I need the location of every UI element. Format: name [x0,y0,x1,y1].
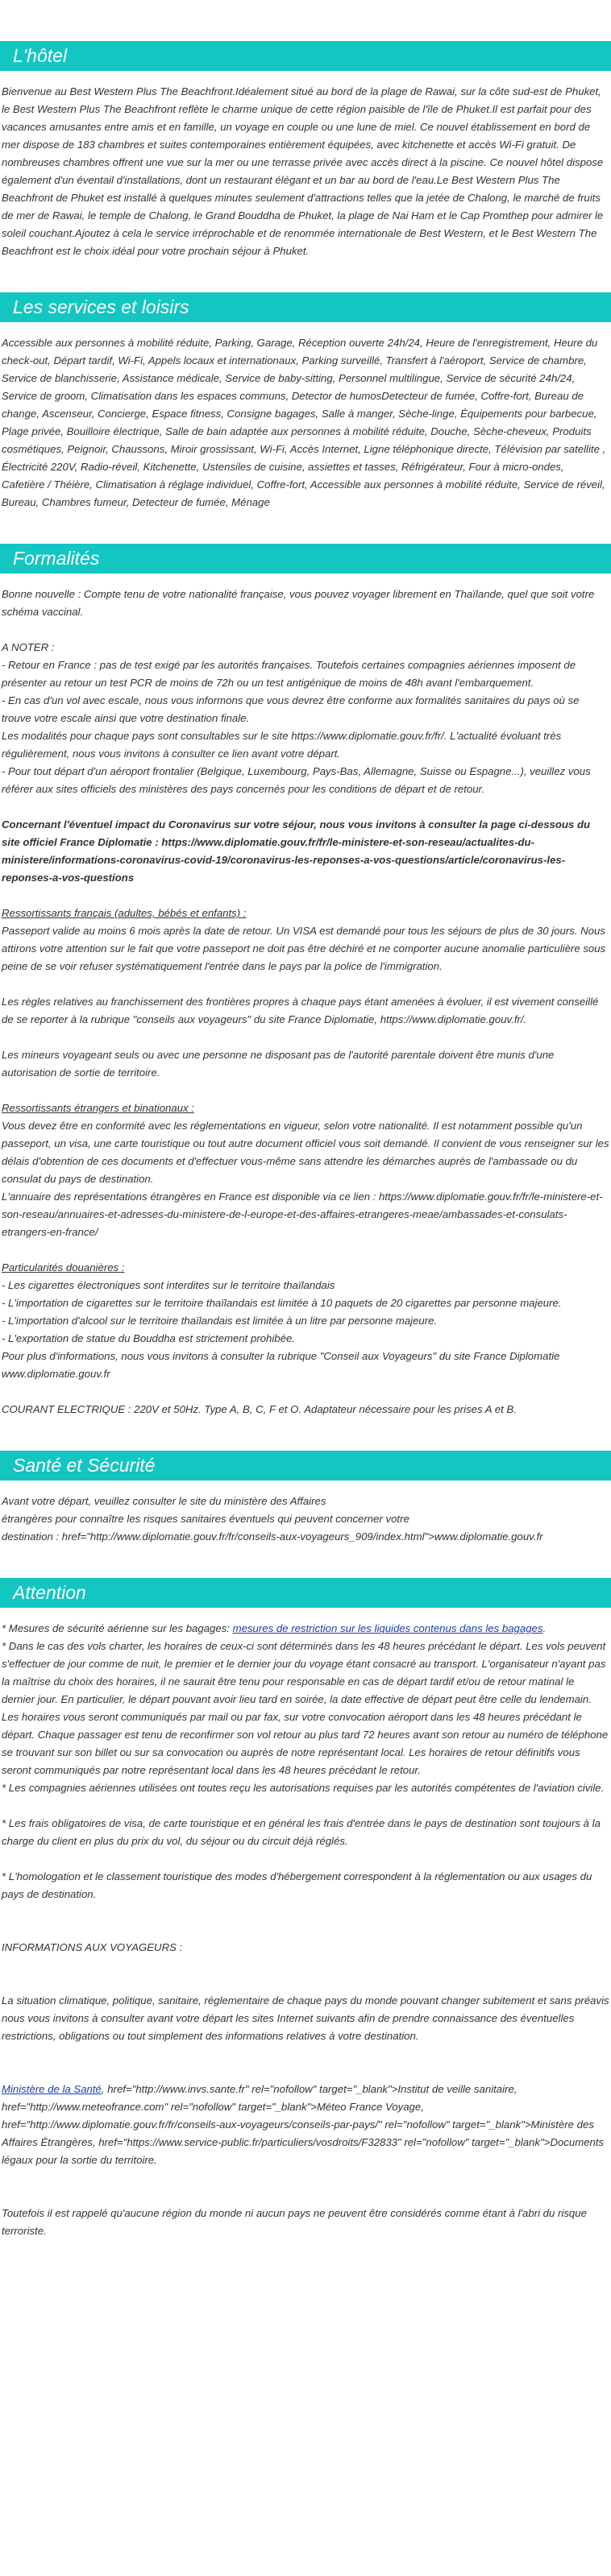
security-prefix: * Mesures de sécurité aérienne sur les bagages: [2,1622,233,1634]
hotel-description: Bienvenue au Best Western Plus The Beachfront.Idéalement situé au bord de la plage de Rawai, sur la côte sud-est de Phuket, le Best Western Plus The Beachfront reflète le charme unique de cette région paisible de l'île de Phuket.Il est parfait pour des vacances amusantes entre amis et en famille, un voyage en couple ou une lune de miel. Ce nouvel établissement en bord de mer dispose de 183 chambres et suites contemporaines entièrement équipées, avec kitchenette et accès Wi-Fi gratuit. De nombreuses chambres offrent une vue sur la mer ou une terrasse privée avec accès direct à la piscine. Ce nouvel hôtel dispose également d'un éventail d'installations, dont un restaurant élégant et un bar au bord de l'eau.Le Best Western Plus The Beachfront de Phuket est installé à quelques minutes seulement d'attractions telles que la jetée de Chalong, le marché de fruits de mer de Rawai, le temple de Chalong, le Grand Bouddha de Phuket, la plage de Nai Harn et le Cap Promthep pour admirer le soleil couchant.Ajoutez à cela le service irréprochable et de renommée internationale de Best Western, et le Best Western The Beachfront est le choix idéal pour votre prochain séjour à Phuket. [2,85,604,257]
note-modalities: Les modalités pour chaque pays sont consultables sur le site https://www.diplomatie.gouv.fr/fr/. L'actualité évoluant très régulièrement, nous vous invitons à consulter ce lien avant votre départ. [2,730,562,760]
charter-flights-text: * Dans le cas des vols charter, les horaires de ceux-ci sont déterminés dans les 48 heures précédant le départ. Les vols peuvent s'effectuer de jour comme de nuit, le premier et le dernier jour du voyage étant consacré au transport. L'organisateur n'ayant pas la maîtrise du choix des horaires, il ne saurait être tenu pour responsable en cas de départ tardif et/ou de retour matinal le dernier jour. En particulier, le départ pouvant avoir lieu tard en soirée, la date effective de départ peut être celle du lendemain. Les horaires vous seront communiqués par mail ou par fax, sur votre convocation aéroport dans les 48 heures précédant le départ. Chaque passager est tenu de reconfirmer son vol retour au plus tard 72 heures avant son retour au numéro de téléphone se trouvant sur son billet ou sur sa convocation ou auprès de notre représentant local. Les horaires de retour définitifs vous seront communiqués par notre représentant local dans les 48 heures précédant le retour. [2,1640,609,1776]
formalites-intro: Bonne nouvelle : Compte tenu de votre nationalité française, vous pouvez voyager librement en Thaïlande, quel que soit votre schéma vaccinal. [2,588,595,618]
travellers-info-heading: INFORMATIONS AUX VOYAGEURS : [2,1941,183,1953]
homologation-text: * L'homologation et le classement touristique des modes d'hébergement correspondent à la réglementation ou aux usages du pays de destination. [2,1870,592,1900]
security-measures [2,1620,609,1638]
french-nationals-text: Passeport valide au moins 6 mois après la date de retour. Un VISA est demandé pour tous les séjours de plus de 30 jours. Nous attirons votre attention sur le fait que votre passeport ne doit pas être déchiré et ne comporter aucune anomalie particulière sous peine de se voir refuser systématiquement l'entrée dans le pays par la police de l'immigration. [2,925,606,972]
note-return: - Retour en France : pas de test exigé par les autorités françaises. Toutefois certaines compagnies aériennes imposent de présenter au retour un test PCR de moins de 72h ou un test antigénique de moins de 48h avant l'embarquement. [2,659,576,689]
hotel-heading: L'hôtel [0,41,611,71]
attention-section [0,1578,611,2240]
embassy-directory-text: L'annuaire des représentations étrangères en France est disponible via ce lien : https://www.diplomatie.gouv.fr/fr/le-ministere-et-son-reseau/annuaires-et-adresses-du-ministere-de-l-europe-et-des-affaires-etrangeres-meae/ambassades-et-consulats-etrangers-en-france/ [2,1191,603,1238]
electric-current: COURANT ELECTRIQUE : 220V et 50Hz. Type A, B, C, F et O. Adaptateur nécessaire pour les prises A et B. [2,1403,517,1415]
fees-text: * Les frais obligatoires de visa, de carte touristique et en général les frais d'entrée dans le pays de destination sont toujours à la charge du client en plus du prix du vol, du séjour ou du circuit déjà réglés. [2,1817,601,1847]
services-section [0,292,611,511]
hotel-section [0,41,611,260]
situation-text-2: nous vous invitons à consulter avant votre départ les sites Internet suivants afin de prendre connaissance des éventuelles restrictions, obligations ou tout simplement des informations relatives à votre destination. [2,2012,575,2042]
sante-section [0,1451,611,1546]
sante-heading: Santé et Sécurité [0,1451,611,1481]
formalites-heading: Formalités [0,544,611,574]
french-nationals-heading: Ressortissants français (adultes, bébés et enfants) : [2,907,247,919]
situation-text-1: La situation climatique, politique, sanitaire, réglementaire de chaque pays du monde pouvant changer subitement et sans préavis [2,1994,609,2007]
useful-links-rest: , href="http://www.invs.sante.fr" rel="nofollow" target="_blank">Institut de veille sanitaire, href="http://www.meteofrance.com" rel="nofollow" target="_blank">Méteo France Voyage, href="http://www.diplomatie.gouv.fr/fr/conseils-aux-voyageurs/conseils-par-pays/" rel="nofollow" target="_blank">Ministère des Affaires Étrangères, href="https://www.service-public.fr/particuliers/vosdroits/F32833" rel="nofollow" target="_blank">Documents légaux pour la sortie du territoire. [2,2083,605,2166]
covid-notice: Concernant l'éventuel impact du Coronavirus sur votre séjour, nous vous invitons à consulter la page ci-dessous du site officiel France Diplomatie : https://www.diplomatie.gouv.fr/fr/le-ministere-et-son-reseau/actualites-du-ministere/informations-coronavirus-covid-19/coronavirus-les-reponses-a-vos-questions/article/coronavirus-les-reponses-a-vos-questions [2,818,591,884]
note-border-airport: - Pour tout départ d'un aéroport frontalier (Belgique, Luxembourg, Pays-Bas, Allemagne, Suisse ou Espagne...), veuillez vous référer aux sites officiels des ministères des pays concernés pour les conditions de départ et de retour. [2,765,591,795]
airlines-text: * Les compagnies aériennes utilisées ont toutes reçu les autorisations requises par les autorités compétentes de l'aviation civile. [2,1782,605,1794]
services-list: Accessible aux personnes à mobilité réduite, Parking, Garage, Réception ouverte 24h/24, Heure de l'enregistrement, Heure du check-out, Départ tardif, Wi-Fi, Appels locaux et internationaux, Parking surveillé, Transfert à l'aéroport, Service de chambre, Service de blanchisserie, Assistance médicale, Service de baby-sitting, Personnel multilingue, Service de sécurité 24h/24, Service de groom, Climatisation dans les espaces communs, Detector de humosDetecteur de fumée, Coffre-fort, Bureau de change, Ascenseur, Concierge, Espace fitness, Consigne bagages, Salle à manger, Sèche-linge, Équipements pour barbecue, Plage privée, Bouilloire électrique, Salle de bain adaptée aux personnes à mobilité réduite, Douche, Sèche-cheveux, Produits cosmétiques, Peignoir, Chaussons, Miroir grossissant, Wi-Fi, Accès Internet, Ligne téléphonique directe, Télévision par satellite , Électricité 220V, Radio-réveil, Kitchenette, Ustensiles de cuisine, assiettes et tasses, Réfrigérateur, Four à micro-ondes, Cafetière / Théière, Climatisation à réglage individuel, Coffre-fort, Accessible aux personnes à mobilité réduite, Service de réveil, Bureau, Chambres fumeur, Detecteur de fumée, Ménage [2,337,606,508]
customs-alcohol: - L'importation d'alcool sur le territoire thaïlandais est limitée à un litre par personne majeure. [2,1315,438,1327]
foreign-nationals-text: Vous devez être en conformité avec les réglementations en vigueur, selon votre nationalité. Il est notamment possible qu'un passeport, un visa, une carte touristique ou tout autre document officiel vous soit demandé. Il convient de vous renseigner sur les délais d'obtention de ces documents et d'effectuer vous-même sans attendre les démarches auprès de l'ambassade ou du consulat du pays de destination. [2,1120,609,1185]
useful-links [2,2081,609,2169]
formalites-section [0,544,611,1418]
note-heading: A NOTER : [2,641,55,653]
security-suffix: . [542,1622,547,1634]
liquids-restriction-link[interactable]: mesures de restriction sur les liquides contenus dans les bagages [232,1622,543,1634]
customs-more-info: Pour plus d'informations, nous vous invitons à consulter la rubrique "Conseil aux Voyageurs" du site France Diplomatie www.diplomatie.gouv.fr [2,1350,560,1380]
attention-heading: Attention [0,1578,611,1608]
sante-line-2: étrangères pour connaître les risques sanitaires éventuels qui peuvent concerner votre [2,1513,409,1525]
customs-cigarettes: - L'importation de cigarettes sur le territoire thaïlandais est limitée à 10 paquets de 20 cigarettes par personne majeure. [2,1297,562,1309]
services-heading: Les services et loisirs [0,292,611,322]
note-stopover: - En cas d'un vol avec escale, nous vous informons que vous devrez être conforme aux formalités sanitaires du pays où se trouve votre escale ainsi que votre destination finale. [2,694,580,724]
sante-line-3: destination : href="http://www.diplomatie.gouv.fr/fr/conseils-aux-voyageurs_909/index.html">www.diplomatie.gouv.fr [2,1530,543,1543]
sante-line-1: Avant votre départ, veuillez consulter le site du ministère des Affaires [2,1495,326,1507]
border-rules-text: Les règles relatives au franchissement des frontières propres à chaque pays étant amenées à évoluer, il est vivement conseillé de se reporter à la rubrique "conseils aux voyageurs" du site France Diplomatie, https://www.diplomatie.gouv.fr/. [2,996,599,1025]
ministry-health-link[interactable]: Ministère de la Santé [2,2083,102,2095]
foreign-nationals-heading: Ressortissants étrangers et binationaux : [2,1102,194,1114]
customs-heading: Particularités douanières : [2,1261,125,1274]
customs-buddha: - L'exportation de statue du Bouddha est strictement prohibée. [2,1332,295,1344]
customs-ecig: - Les cigarettes électroniques sont interdites sur le territoire thaïlandais [2,1279,335,1291]
terrorism-notice: Toutefois il est rappelé qu'aucune région du monde ni aucun pays ne peuvent être considérés comme étant à l'abri du risque terroriste. [2,2207,587,2237]
minors-text: Les mineurs voyageant seuls ou avec une personne ne disposant pas de l'autorité parentale doivent être munis d'une autorisation de sortie de territoire. [2,1049,555,1079]
